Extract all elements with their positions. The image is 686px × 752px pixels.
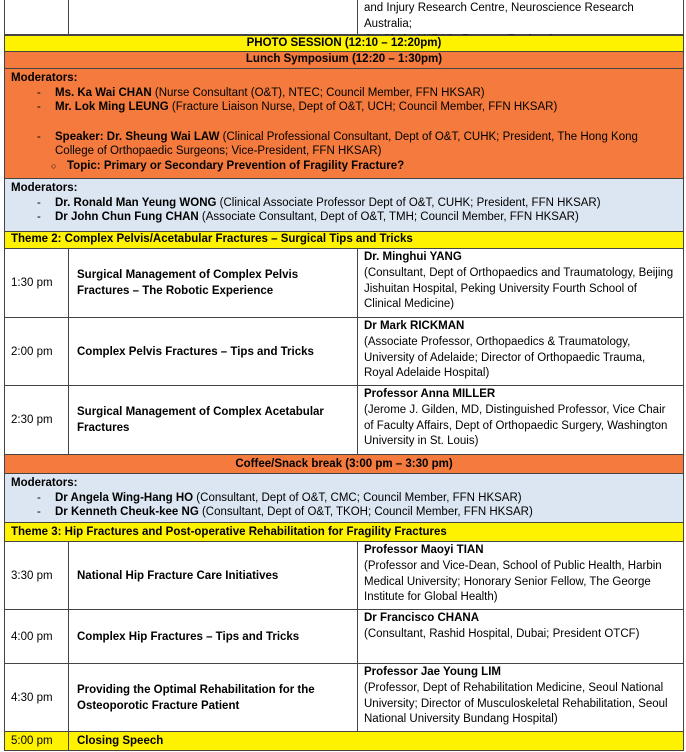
- moderators-block: Moderators: - Dr Angela Wing-Hang HO (Consultant, Dept of O&T, CMC; Council Member, FFN HKSAR) - Dr Kenneth Cheuk-kee NG (Consultant, Dept of O&T, TKOH; Council Member, FFN HKSAR): [4, 474, 684, 523]
- session-time: 2:00 pm: [5, 318, 69, 385]
- table-row: [4, 610, 684, 664]
- moderator-item: - Dr John Chun Fung CHAN (Associate Consultant, Dept of O&T, TMH; Council Member, FFN HKSAR): [11, 210, 677, 225]
- moderator-item: - Dr Angela Wing-Hang HO (Consultant, Dept of O&T, CMC; Council Member, FFN HKSAR): [11, 491, 677, 506]
- speaker-cell: Professor Jae Young LIM (Professor, Dept of Rehabilitation Medicine, Seoul National University; Director of Musculoskeletal Rehabilitation, Seoul National University Bundang Hospital): [364, 666, 668, 726]
- session-time: 1:30 pm: [5, 249, 69, 317]
- speaker-item: - Speaker: Dr. Sheung Wai LAW (Clinical Professional Consultant, Dept of O&T, CUHK; President, The Hong Kong College of Orthopaedic Surgeons; Vice-President, FFN HKSAR): [11, 130, 677, 159]
- topic-item: ○ Topic: Primary or Secondary Prevention of Fragility Fracture?: [51, 159, 405, 172]
- speaker-affiliation: and Injury Research Centre, Neuroscience Research Australia;: [364, 2, 634, 30]
- table-row: [4, 386, 684, 455]
- lunch-symposium-title: Lunch Symposium (12:20 – 1:30pm): [4, 52, 684, 69]
- session-time: 4:00 pm: [5, 610, 69, 663]
- theme-heading: Theme 2: Complex Pelvis/Acetabular Fractures – Surgical Tips and Tricks: [4, 232, 684, 249]
- moderators-label: Moderators:: [11, 72, 78, 84]
- theme-heading: Theme 3: Hip Fractures and Post-operative Rehabilitation for Fragility Fractures: [4, 523, 684, 542]
- moderator-item: - Dr Kenneth Cheuk-kee NG (Consultant, Dept of O&T, TKOH; Council Member, FFN HKSAR): [11, 505, 677, 520]
- table-row: [4, 318, 684, 386]
- speaker-cell: Dr Mark RICKMAN (Associate Professor, Orthopaedics & Traumatology, University of Adelaide; Director of Orthopaedic Trauma, Royal Adelaide Hospital): [364, 320, 646, 380]
- programme-table: [4, 0, 684, 752]
- session-time: 2:30 pm: [5, 386, 69, 454]
- speaker-cell: Professor Anna MILLER (Jerome J. Gilden, MD, Distinguished Professor, Vice Chair of Faculty Affairs, Dept of Orthopaedic Surgery, Washington University in St. Louis): [364, 388, 668, 448]
- closing-row: [4, 732, 684, 751]
- session-time: 5:00 pm: [5, 732, 69, 750]
- table-row: [4, 0, 684, 35]
- speaker-cell: Dr. Minghui YANG (Consultant, Dept of Orthopaedics and Traumatology, Beijing Jishuitan Hospital, Peking University Fourth School of Clinical Medicine): [364, 251, 674, 311]
- session-title: Closing Speech: [77, 735, 164, 747]
- coffee-break-banner: Coffee/Snack break (3:00 pm – 3:30 pm): [4, 455, 684, 474]
- session-title: Surgical Management of Complex Acetabular Fractures: [69, 386, 358, 454]
- session-title: Complex Hip Fractures – Tips and Tricks: [69, 610, 358, 663]
- photo-session-banner: PHOTO SESSION (12:10 – 12:20pm): [4, 35, 684, 52]
- moderator-item: - Mr. Lok Ming LEUNG (Fracture Liaison Nurse, Dept of O&T, UCH; Council Member, FFN HKSAR): [11, 100, 677, 115]
- lunch-symposium-block: [4, 69, 684, 179]
- session-time: 3:30 pm: [5, 542, 69, 609]
- session-time: 4:30 pm: [5, 664, 69, 731]
- circle-bullet-icon: ○: [51, 160, 57, 171]
- speaker-cell: Professor Maoyi TIAN (Professor and Vice-Dean, School of Public Health, Harbin Medical University; Honorary Senior Fellow, The George Institute for Global Health): [364, 544, 662, 604]
- table-row: [4, 249, 684, 318]
- table-row: [4, 664, 684, 732]
- moderator-item: - Ms. Ka Wai CHAN (Nurse Consultant (O&T), NTEC; Council Member, FFN HKSAR): [11, 86, 677, 101]
- moderators-block: Moderators: - Dr. Ronald Man Yeung WONG (Clinical Associate Professor Dept of O&T, CUHK; President, FFN HKSAR) - Dr John Chun Fung CHAN (Associate Consultant, Dept of O&T, TMH; Council Member, FFN HKSAR): [4, 179, 684, 232]
- moderator-item: - Dr. Ronald Man Yeung WONG (Clinical Associate Professor Dept of O&T, CUHK; President, FFN HKSAR): [11, 196, 677, 211]
- session-title: Surgical Management of Complex Pelvis Fractures – The Robotic Experience: [69, 249, 358, 317]
- speaker-cell: Dr Francisco CHANA (Consultant, Rashid Hospital, Dubai; President OTCF): [364, 612, 640, 640]
- session-title: Complex Pelvis Fractures – Tips and Tricks: [69, 318, 358, 385]
- session-title: National Hip Fracture Care Initiatives: [69, 542, 358, 609]
- table-row: [4, 542, 684, 610]
- session-title: Providing the Optimal Rehabilitation for the Osteoporotic Fracture Patient: [69, 664, 358, 731]
